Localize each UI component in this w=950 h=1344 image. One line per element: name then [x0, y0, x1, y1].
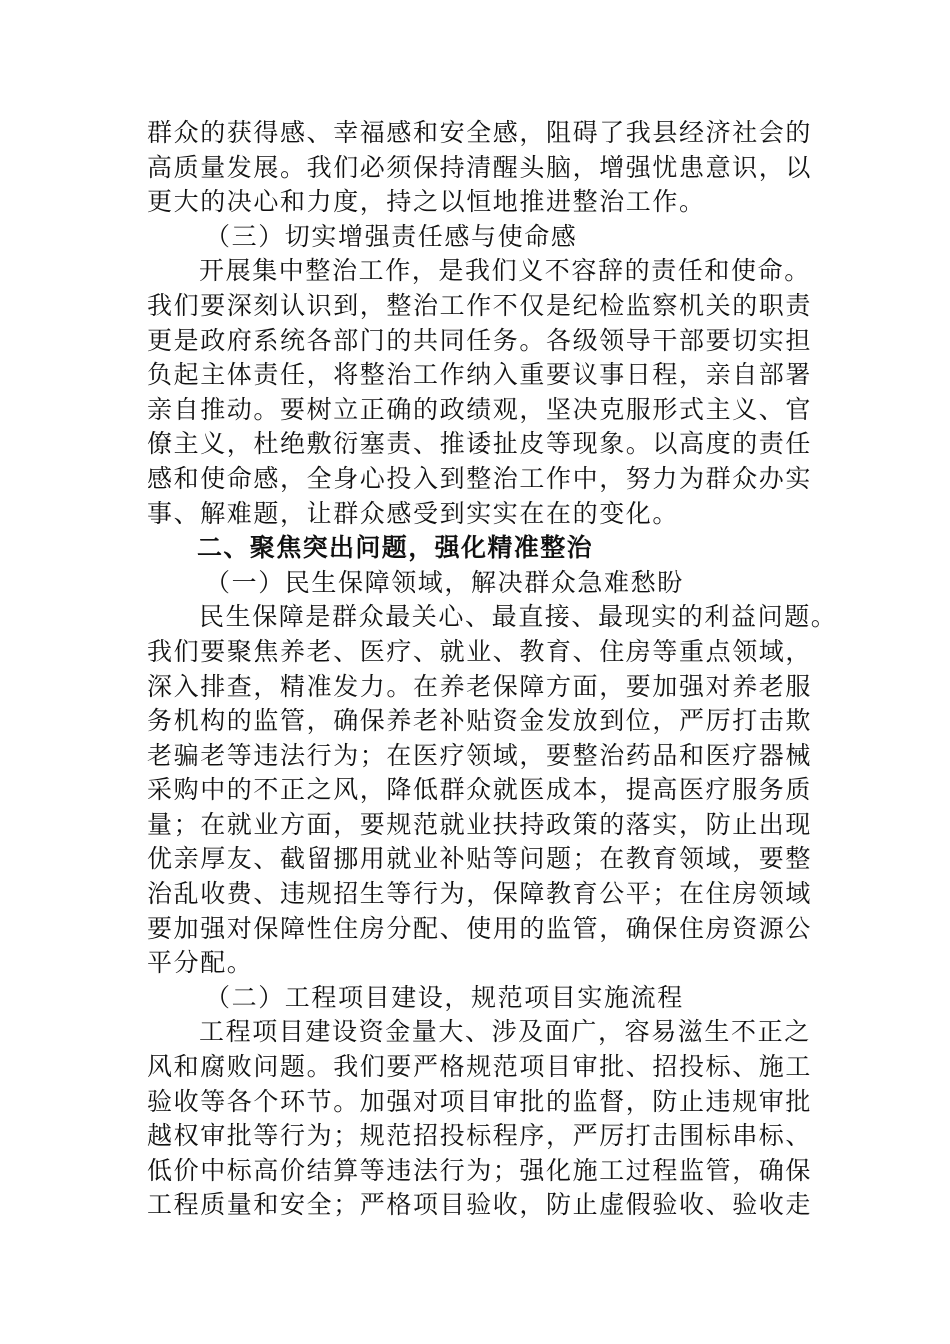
section-heading: 二、聚焦突出问题，强化精准整治	[197, 533, 594, 563]
text-line: 负起主体责任，将整治工作纳入重要议事日程，亲自部署	[147, 360, 813, 390]
paragraph-first-line: 开展集中整治工作，是我们义不容辞的责任和使命。	[199, 256, 811, 286]
text-line: 事、解难题，让群众感受到实实在在的变化。	[147, 498, 680, 528]
text-line: 平分配。	[147, 948, 254, 978]
text-line: 更大的决心和力度，持之以恒地推进整治工作。	[147, 187, 706, 217]
paragraph-first-line: 民生保障是群众最关心、最直接、最现实的利益问题。	[199, 602, 838, 632]
text-line: 要加强对保障性住房分配、使用的监管，确保住房资源公	[147, 913, 813, 943]
text-line: 越权审批等行为；规范招投标程序，严厉打击围标串标、	[147, 1121, 813, 1151]
paragraph-first-line: 工程项目建设资金量大、涉及面广，容易滋生不正之	[199, 1017, 811, 1047]
text-line: 我们要深刻认识到，整治工作不仅是纪检监察机关的职责	[147, 290, 813, 320]
text-line: 低价中标高价结算等违法行为；强化施工过程监管，确保	[147, 1155, 813, 1185]
text-line: 高质量发展。我们必须保持清醒头脑，增强忧患意识，以	[147, 152, 813, 182]
section-subheading: （三）切实增强责任感与使命感	[205, 221, 578, 251]
section-subheading: （一）民生保障领域，解决群众急难愁盼	[205, 567, 684, 597]
document-body	[147, 116, 838, 1223]
text-line: 僚主义，杜绝敷衍塞责、推诿扯皮等现象。以高度的责任	[147, 429, 813, 459]
text-line: 治乱收费、违规招生等行为，保障教育公平；在住房领域	[147, 879, 813, 909]
text-line: 群众的获得感、幸福感和安全感，阻碍了我县经济社会的	[147, 118, 813, 147]
text-line: 风和腐败问题。我们要严格规范项目审批、招投标、施工	[147, 1052, 813, 1082]
text-line: 工程质量和安全；严格项目验收，防止虚假验收、验收走	[147, 1190, 813, 1220]
text-line: 老骗老等违法行为；在医疗领域，要整治药品和医疗器械	[147, 740, 813, 770]
text-line: 更是政府系统各部门的共同任务。各级领导干部要切实担	[147, 325, 813, 355]
text-line: 优亲厚友、截留挪用就业补贴等问题；在教育领域，要整	[147, 844, 813, 874]
section-subheading: （二）工程项目建设，规范项目实施流程	[205, 982, 684, 1012]
text-line: 亲自推动。要树立正确的政绩观，坚决克服形式主义、官	[147, 394, 813, 424]
text-line: 量；在就业方面，要规范就业扶持政策的落实，防止出现	[147, 809, 813, 839]
text-line: 感和使命感，全身心投入到整治工作中，努力为群众办实	[147, 463, 813, 493]
text-line: 采购中的不正之风，降低群众就医成本，提高医疗服务质	[147, 775, 813, 805]
text-line: 深入排查，精准发力。在养老保障方面，要加强对养老服	[147, 671, 813, 701]
text-line: 验收等各个环节。加强对项目审批的监督，防止违规审批	[147, 1086, 813, 1116]
text-line: 我们要聚焦养老、医疗、就业、教育、住房等重点领域，	[147, 636, 813, 666]
text-line: 务机构的监管，确保养老补贴资金发放到位，严厉打击欺	[147, 706, 813, 736]
